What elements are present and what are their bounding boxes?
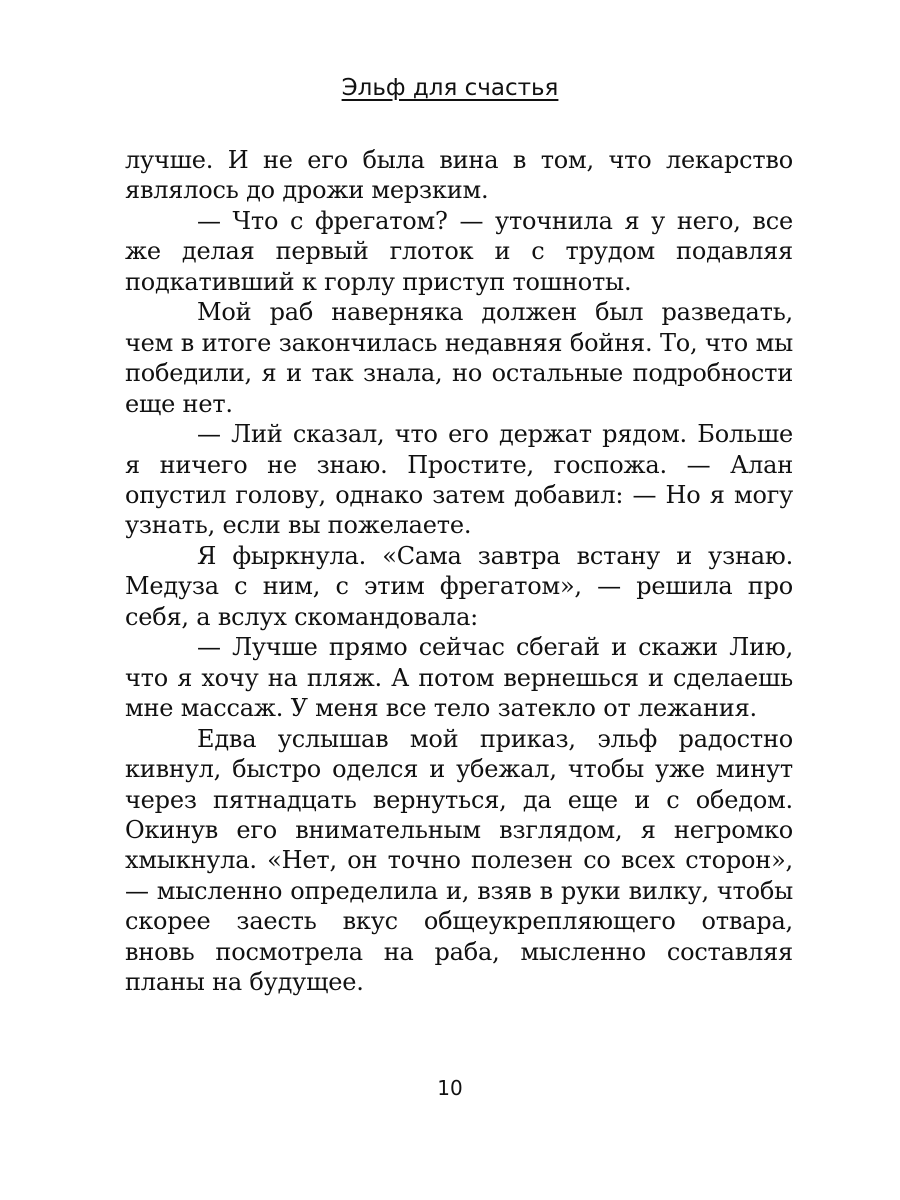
paragraph: — Лучше прямо сейчас сбегай и скажи Лию, что я хочу на пляж. А потом вернешься и сделаешь мне массаж. У меня все тело затекло от лежания. (125, 633, 793, 723)
paragraph: — Лий сказал, что его держат рядом. Больше я ничего не знаю. Простите, госпожа. — Алан опустил голову, однако затем добавил: — Но я могу узнать, если вы пожелаете. (125, 420, 793, 540)
paragraph: Я фыркнула. «Сама завтра встану и узнаю. Медуза с ним, с этим фрегатом», — решила про себя, а вслух скомандовала: (125, 541, 793, 631)
paragraph: Едва услышав мой приказ, эльф радостно кивнул, быстро оделся и убежал, чтобы уже минут через пятнадцать вернуться, да еще и с обедом. Окинув его внимательным взглядом, я негромко хмыкнула. «Нет, он точно полезен со всех сторон», — мысленно определила и, взяв в руки вилку, чтобы скорее заесть вкус общеукрепляющего отвара, вновь посмотрела на раба, мысленно составляя планы на будущее. (125, 724, 793, 997)
paragraph: Мой раб наверняка должен был разведать, чем в итоге закончилась недавняя бойня. То, что мы победили, я и так знала, но остальные подробности еще нет. (125, 298, 793, 418)
body-text (125, 145, 793, 998)
page-number: 10 (437, 1076, 463, 1100)
paragraph: лучше. И не его была вина в том, что лекарство являлось до дрожи мерзким. (125, 146, 793, 205)
running-head (0, 72, 900, 104)
paragraph: — Что с фрегатом? — уточнила я у него, все же делая первый глоток и с трудом подавляя подкативший к горлу приступ тошноты. (125, 206, 793, 296)
running-head-title: Эльф для счастья (341, 75, 559, 101)
